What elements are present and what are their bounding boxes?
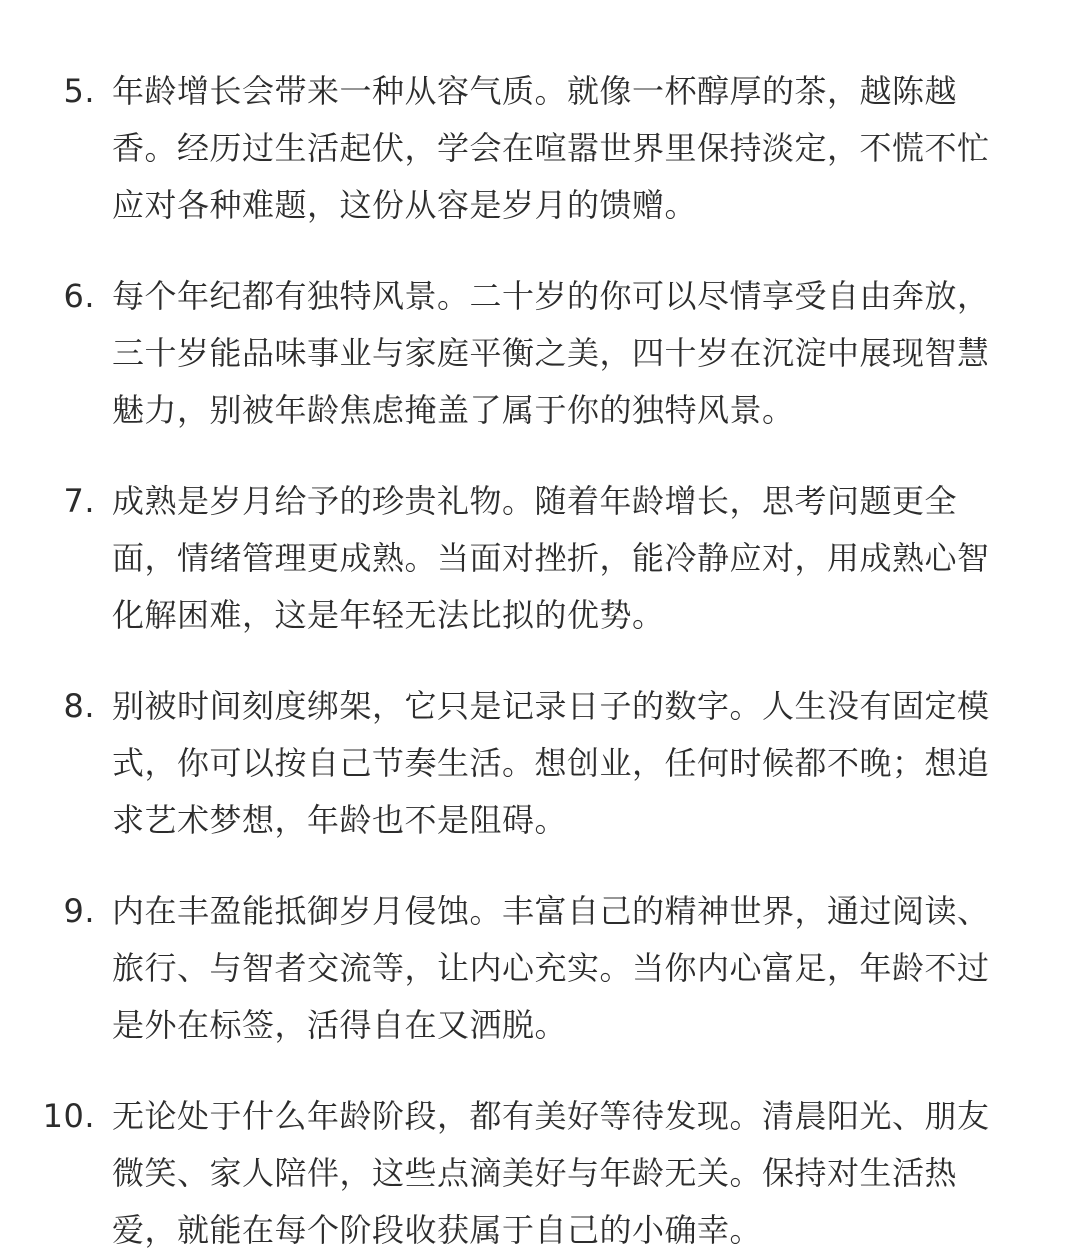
list-item-10 xyxy=(0,1088,1080,1259)
list-item-text: 内在丰盈能抵御岁月侵蚀。丰富自己的精神世界，通过阅读、旅行、与智者交流等，让内心充实。当你内心富足，年龄不过是外在标签，活得自在又洒脱。 xyxy=(112,892,990,1044)
numbered-list xyxy=(0,63,1080,1259)
list-item-6 xyxy=(0,268,1080,439)
list-number: 9. xyxy=(63,892,95,930)
list-item-5 xyxy=(0,63,1080,234)
list-item-text: 别被时间刻度绑架，它只是记录日子的数字。人生没有固定模式，你可以按自己节奏生活。想创业，任何时候都不晚；想追求艺术梦想，年龄也不是阻碍。 xyxy=(112,687,990,839)
list-item-text: 年龄增长会带来一种从容气质。就像一杯醇厚的茶，越陈越香。经历过生活起伏，学会在喧嚣世界里保持淡定，不慌不忙应对各种难题，这份从容是岁月的馈赠。 xyxy=(112,72,990,224)
list-item-text: 每个年纪都有独特风景。二十岁的你可以尽情享受自由奔放，三十岁能品味事业与家庭平衡之美，四十岁在沉淀中展现智慧魅力，别被年龄焦虑掩盖了属于你的独特风景。 xyxy=(112,277,990,429)
list-item-8 xyxy=(0,678,1080,849)
list-number: 8. xyxy=(63,687,95,725)
list-number: 6. xyxy=(63,277,95,315)
list-item-text: 无论处于什么年龄阶段，都有美好等待发现。清晨阳光、朋友微笑、家人陪伴，这些点滴美好与年龄无关。保持对生活热爱，就能在每个阶段收获属于自己的小确幸。 xyxy=(112,1097,990,1249)
list-number: 7. xyxy=(63,482,95,520)
list-item-7 xyxy=(0,473,1080,644)
list-number: 5. xyxy=(63,72,95,110)
list-number: 10. xyxy=(42,1097,95,1135)
list-item-9 xyxy=(0,883,1080,1054)
list-item-text: 成熟是岁月给予的珍贵礼物。随着年龄增长，思考问题更全面，情绪管理更成熟。当面对挫折，能冷静应对，用成熟心智化解困难，这是年轻无法比拟的优势。 xyxy=(112,482,990,634)
